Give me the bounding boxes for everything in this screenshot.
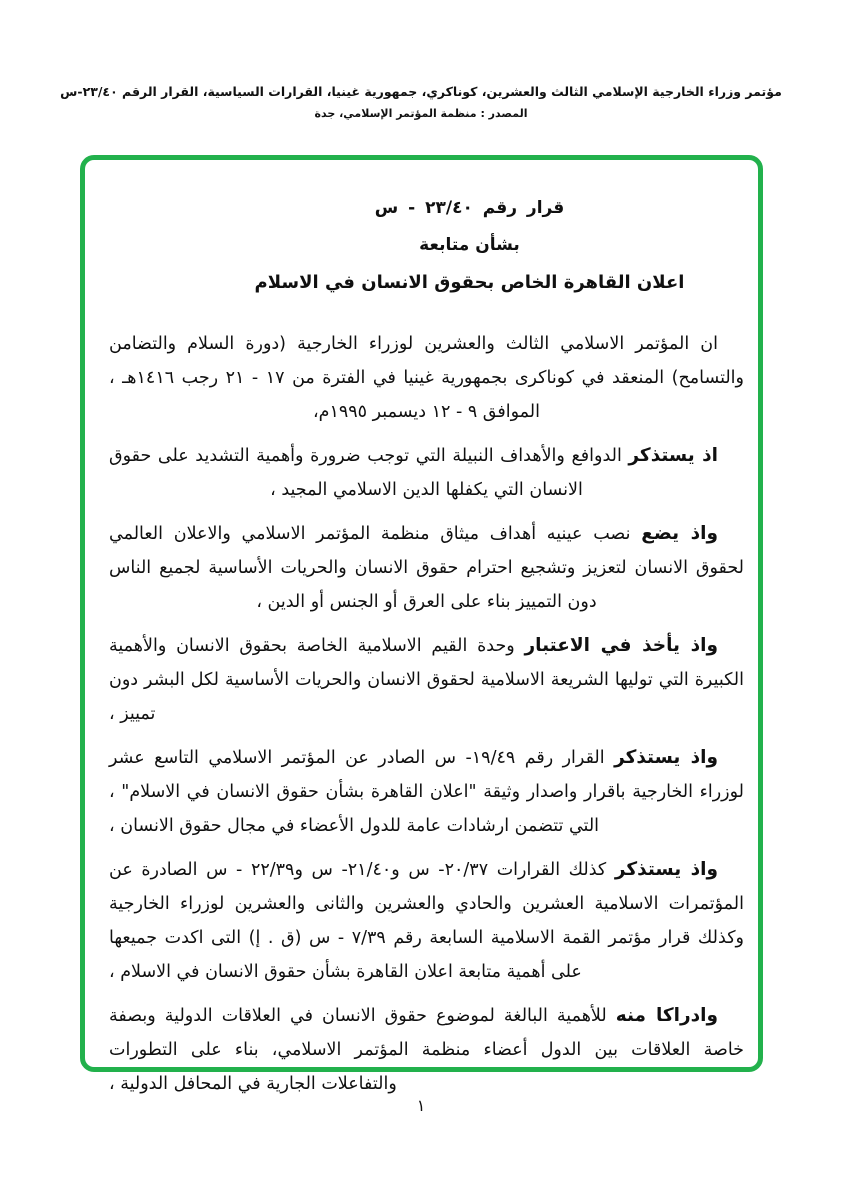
source-line: المصدر : منظمة المؤتمر الإسلامي، جدة <box>314 107 528 120</box>
paragraph-text: نصب عينيه أهداف ميثاق منظمة المؤتمر الاسلامي والاعلان العالمي لحقوق الانسان لتعزيز وتشجيع احترام حقوق الانسان والحريات الأساسية لجميع الناس دون التمييز بناء على العرق أو الجنس أو الدين ، <box>109 524 744 612</box>
paragraph-text: وحدة القيم الاسلامية الخاصة بحقوق الانسان والأهمية الكبيرة التي توليها الشريعة الاسلامية لحقوق الانسان والحريات الأساسية لكل البشر دون تمييز ، <box>109 636 744 724</box>
resolution-body <box>109 327 744 1101</box>
paragraph-text: القرار رقم ١٩/٤٩- س الصادر عن المؤتمر الاسلامي التاسع عشر لوزراء الخارجية باقرار واصدار وثيقة "اعلان القاهرة بشأن حقوق الانسان في الاسلام" ، التي تتضمن ارشادات عامة للدول الأعضاء في مجال حقوق الانسان ، <box>109 748 744 836</box>
paragraph-text: كذلك القرارات ٢٠/٣٧- س و٢١/٤٠- س و٢٢/٣٩ - س الصادرة عن المؤتمرات الاسلامية العشرين والحادي والعشرين والثانى والعشرين لوزراء الخارجية وكذلك قرار مؤتمر القمة الاسلامية السابعة رقم ٧/٣٩ - س (ق . إ) التى اكدت جميعها على أهمية متابعة اعلان القاهرة بشأن حقوق الانسان في الاسلام ، <box>109 860 744 982</box>
paragraph-aware-of-importance <box>109 999 744 1101</box>
paragraph-preamble <box>109 327 744 429</box>
paragraph-lead: واذ يستذكر <box>614 859 718 880</box>
resolution-subject: بشأن متابعة <box>419 235 520 255</box>
resolution-title-block <box>109 190 744 301</box>
paragraph-lead: اذ يستذكر <box>628 445 718 466</box>
paragraph-taking-into-account <box>109 629 744 731</box>
paragraph-bearing-in-mind <box>109 517 744 619</box>
paragraph-recalling-other-resolutions <box>109 853 744 989</box>
paragraph-text: ان المؤتمر الاسلامي الثالث والعشرين لوزراء الخارجية (دورة السلام والتضامن والتسامح) المنعقد في كوناكرى بجمهورية غينيا في الفترة من ١٧ - ٢١ رجب ١٤١٦هـ ، الموافق ٩ - ١٢ ديسمبر ١٩٩٥م، <box>109 334 744 422</box>
paragraph-lead: واذ يستذكر <box>614 747 718 768</box>
paragraph-recalling-resolution-49-19 <box>109 741 744 843</box>
page-number: ١ <box>416 1096 426 1115</box>
resolution-number: قرار رقم ٢٣/٤٠ - س <box>374 198 565 218</box>
resolution-document-name: اعلان القاهرة الخاص بحقوق الانسان في الاسلام <box>254 272 685 293</box>
paragraph-lead: واذ يضع <box>641 523 718 544</box>
paragraph-text: الدوافع والأهداف النبيلة التي توجب ضرورة وأهمية التشديد على حقوق الانسان التي يكفلها الدين الاسلامي المجيد ، <box>109 446 622 500</box>
paragraph-text: للأهمية البالغة لموضوع حقوق الانسان في العلاقات الدولية وبصفة خاصة العلاقات بين الدول أعضاء منظمة المؤتمر الاسلامي، بناء على التطورات والتفاعلات الجارية في المحافل الدولية ، <box>109 1006 744 1094</box>
paragraph-lead: وادراكا منه <box>615 1005 718 1026</box>
paragraph-recalling-motives <box>109 439 744 507</box>
document-border-frame <box>80 155 763 1094</box>
paragraph-lead: واذ يأخذ في الاعتبار <box>524 635 718 656</box>
conference-header-line: مؤتمر وزراء الخارجية الإسلامي الثالث والعشرين، كوناكري، جمهورية غينيا، القرارات السياسية، القرار الرقم ٢٣/٤٠-س <box>60 84 782 99</box>
page-header <box>40 84 802 120</box>
